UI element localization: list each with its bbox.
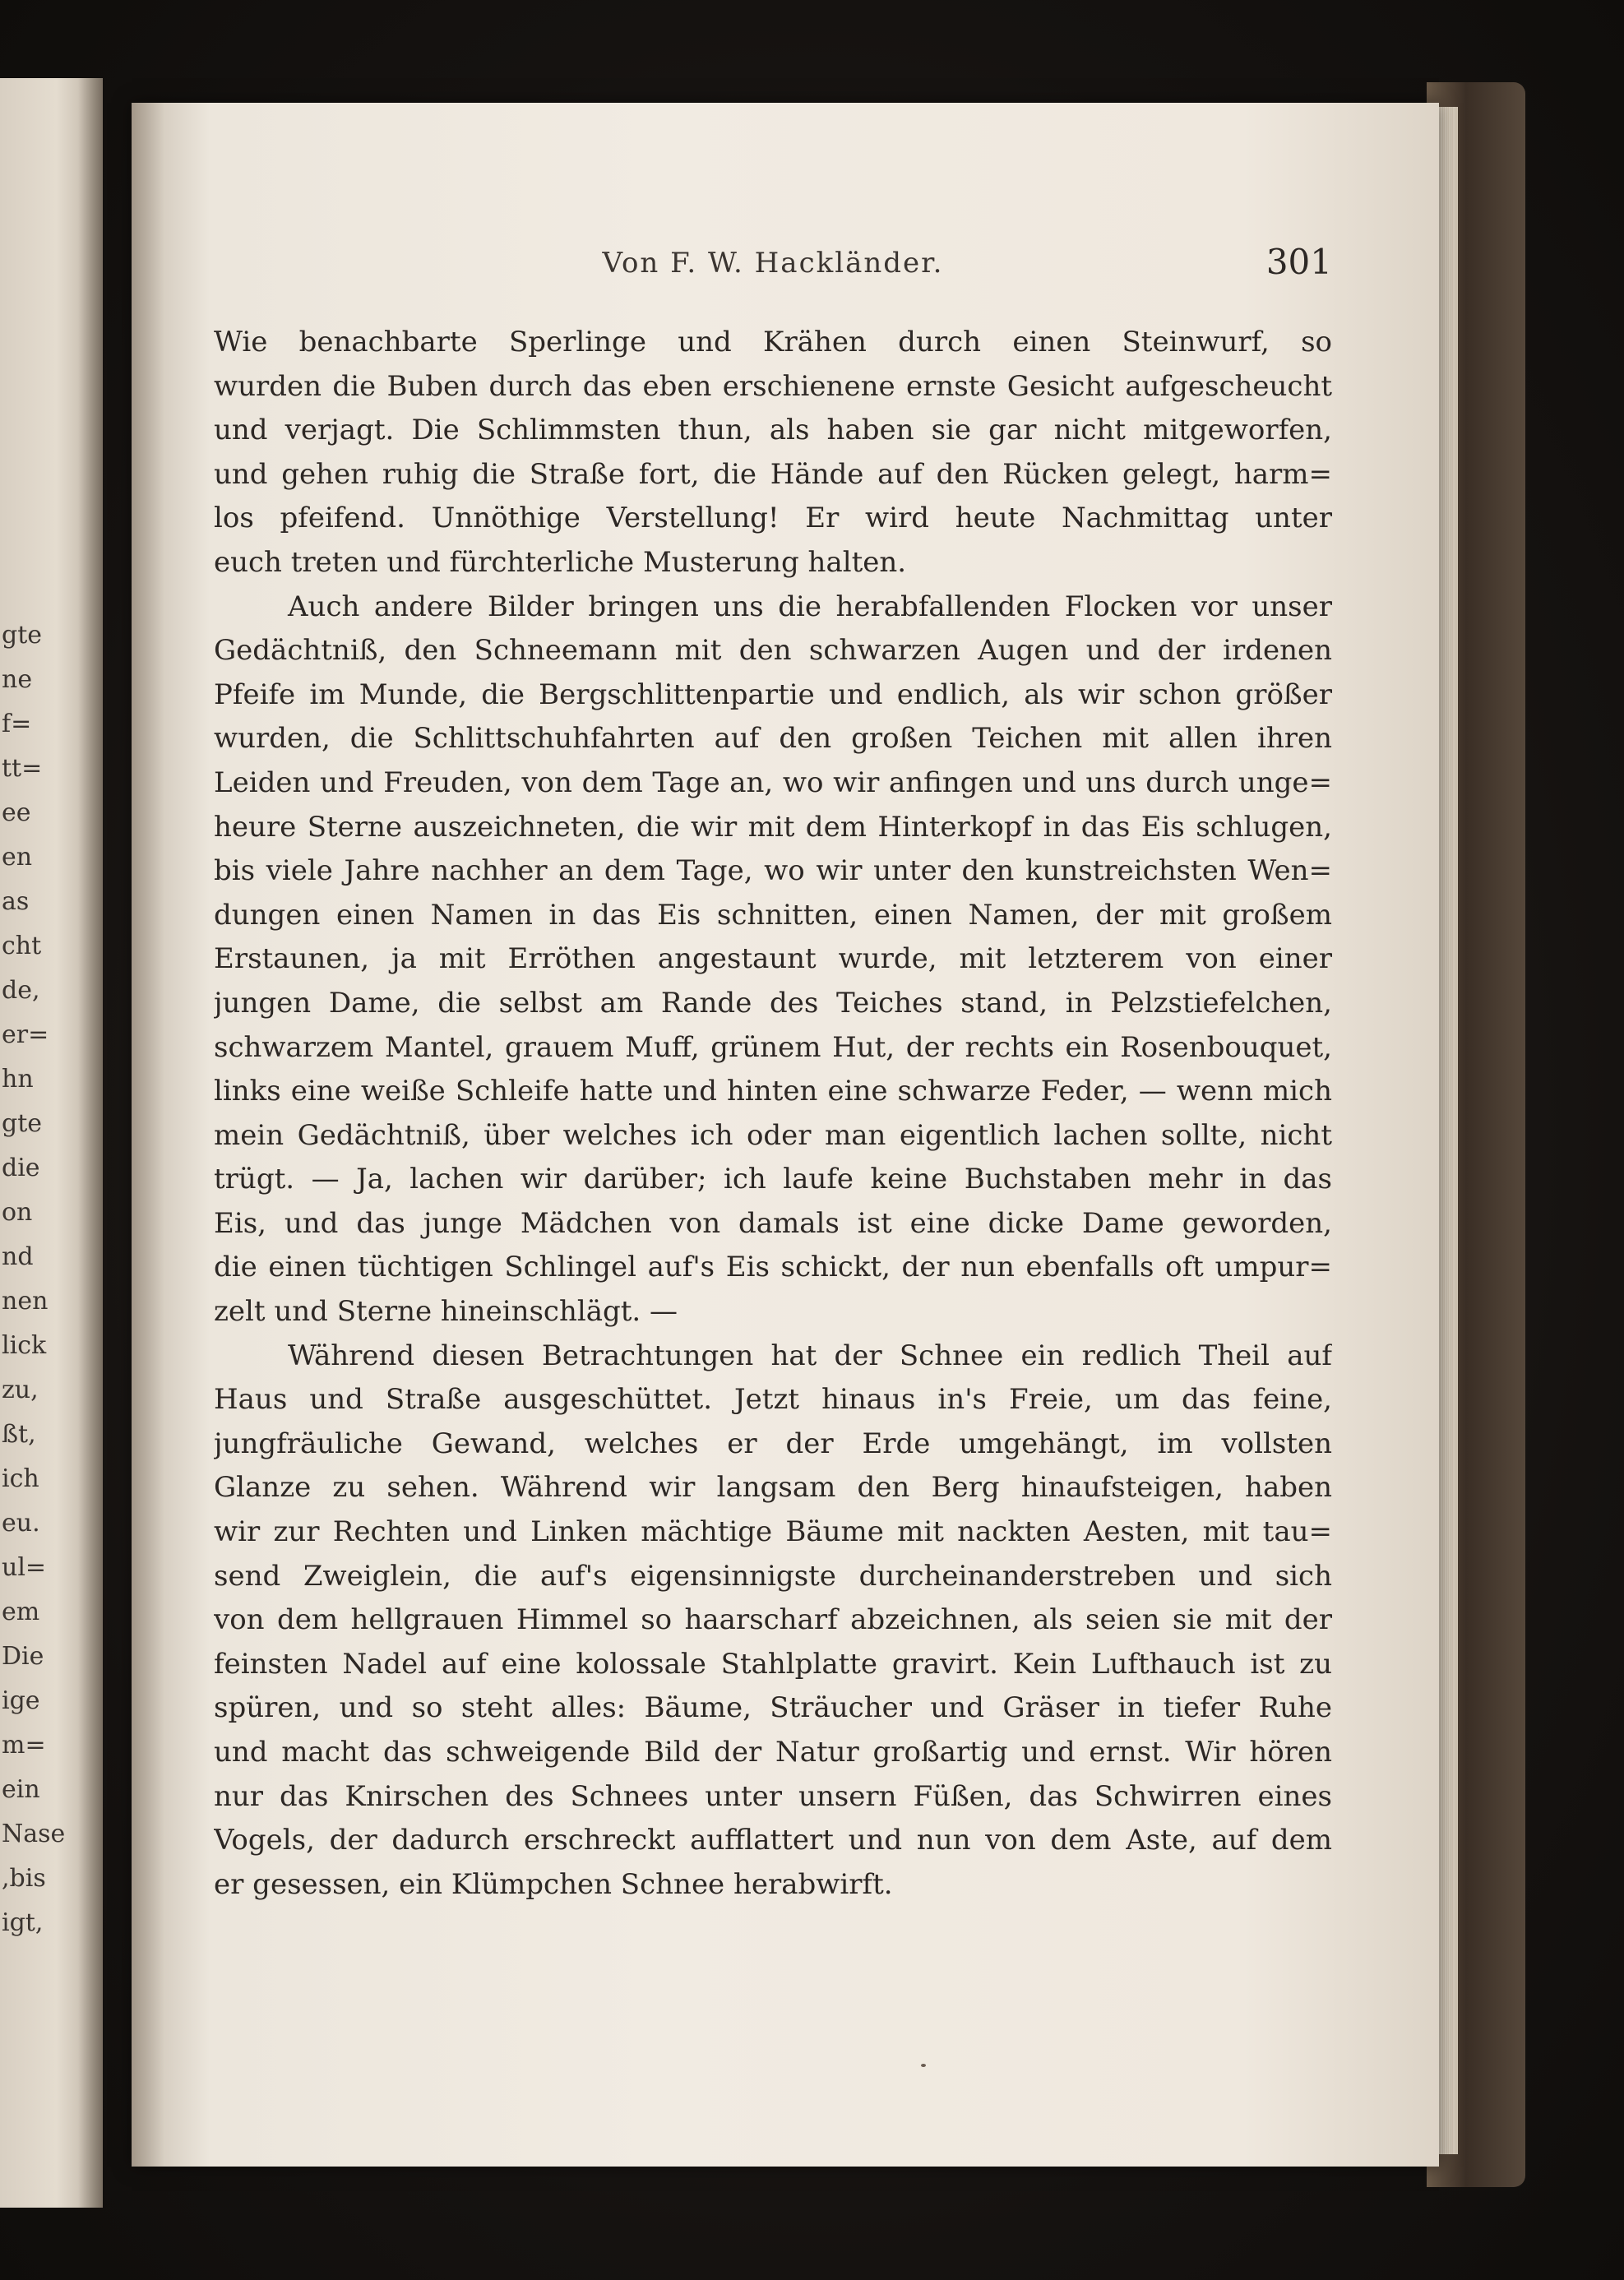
previous-page-fragment: Nase <box>2 1820 66 1848</box>
previous-page-fragment: em <box>2 1598 40 1626</box>
previous-page-edge <box>0 78 103 2208</box>
previous-page-fragment: ich <box>2 1464 39 1493</box>
text-line: Eis, und das junge Mädchen von damals ist eine dicke Dame geworden, <box>214 1206 1332 1240</box>
text-line: spüren, und so steht alles: Bäume, Sträucher und Gräser in tiefer Ruhe <box>214 1691 1332 1725</box>
text-line: wurden, die Schlittschuhfahrten auf den großen Teichen mit allen ihren <box>214 722 1332 756</box>
previous-page-fragment: m= <box>2 1731 46 1760</box>
previous-page-fragment: hn <box>2 1065 34 1094</box>
previous-page-fragment: nd <box>2 1242 34 1271</box>
text-line: Haus und Straße ausgeschüttet. Jetzt hinaus in's Freie, um das feine, <box>214 1383 1332 1417</box>
previous-page-fragment: ne <box>2 665 33 694</box>
text-line: Pfeife im Munde, die Bergschlittenpartie und endlich, als wir schon größer <box>214 678 1332 711</box>
text-line: links eine weiße Schleife hatte und hinten eine schwarze Feder, — wenn mich <box>214 1075 1332 1108</box>
previous-page-fragment: die <box>2 1154 40 1182</box>
text-line: und macht das schweigende Bild der Natur großartig und ernst. Wir hören <box>214 1736 1332 1769</box>
text-line: los pfeifend. Unnöthige Verstellung! Er wird heute Nachmittag unter <box>214 502 1332 535</box>
previous-page-fragment: nen <box>2 1287 49 1316</box>
previous-page-fragment: cht <box>2 932 42 960</box>
text-line: Gedächtniß, den Schneemann mit den schwarzen Augen und der irdenen <box>214 634 1332 668</box>
previous-page-fragment: ul= <box>2 1553 47 1582</box>
gutter-shadow <box>78 78 103 2208</box>
text-line: send Zweiglein, die auf's eigensinnigste durcheinanderstreben und sich <box>214 1559 1332 1593</box>
text-line: und gehen ruhig die Straße fort, die Hände auf den Rücken gelegt, harm= <box>214 457 1332 491</box>
paragraph <box>214 585 1332 1334</box>
paragraph <box>214 1334 1332 1908</box>
text-line: nur das Knirschen des Schnees unter unsern Füßen, das Schwirren eines <box>214 1779 1332 1813</box>
body-text <box>214 321 1332 1907</box>
book-page <box>132 103 1439 2167</box>
text-line: Während diesen Betrachtungen hat der Schnee ein redlich Theil auf <box>288 1339 1332 1372</box>
previous-page-fragment: lick <box>2 1331 47 1360</box>
text-line: zelt und Sterne hineinschlägt. — <box>214 1295 678 1329</box>
text-line: er gesessen, ein Klümpchen Schnee herabwirft. <box>214 1867 893 1901</box>
paragraph <box>214 321 1332 585</box>
previous-page-fragment: ige <box>2 1686 40 1715</box>
previous-page-fragment: ee <box>2 798 31 827</box>
text-line: feinsten Nadel auf eine kolossale Stahlplatte gravirt. Kein Lufthauch ist zu <box>214 1647 1332 1681</box>
previous-page-fragment: ßt, <box>2 1420 36 1449</box>
text-line: jungen Dame, die selbst am Rande des Teiches stand, in Pelzstiefelchen, <box>214 986 1332 1020</box>
text-line: heure Sterne auszeichneten, die wir mit dem Hinterkopf in das Eis schlugen, <box>214 810 1332 844</box>
previous-page-fragment: er= <box>2 1020 49 1049</box>
text-line: wurden die Buben durch das eben erschienene ernste Gesicht aufgescheucht <box>214 369 1332 403</box>
text-line: bis viele Jahre nachher an dem Tage, wo wir unter den kunstreichsten Wen= <box>214 854 1332 888</box>
previous-page-fragment: on <box>2 1198 33 1227</box>
running-head <box>214 242 1332 296</box>
text-line: Wie benachbarte Sperlinge und Krähen durch einen Steinwurf, so <box>214 326 1332 358</box>
previous-page-fragment: f= <box>2 710 32 738</box>
text-line: Vogels, der dadurch erschreckt aufflattert und nun von dem Aste, auf dem <box>214 1824 1332 1857</box>
previous-page-fragment: as <box>2 887 30 916</box>
text-line: Auch andere Bilder bringen uns die herabfallenden Flocken vor unser <box>288 590 1332 623</box>
ink-speck <box>921 2064 926 2067</box>
previous-page-fragment: igt, <box>2 1908 44 1937</box>
text-line: dungen einen Namen in das Eis schnitten, einen Namen, der mit großem <box>214 898 1332 932</box>
text-line: wir zur Rechten und Linken mächtige Bäume mit nackten Aesten, mit tau= <box>214 1515 1332 1549</box>
previous-page-fragment: en <box>2 843 33 872</box>
previous-page-fragment: de, <box>2 976 40 1005</box>
text-line: schwarzem Mantel, grauem Muff, grünem Hut, der rechts ein Rosenbouquet, <box>214 1030 1332 1064</box>
previous-page-fragment: ein <box>2 1775 40 1804</box>
previous-page-fragment: eu. <box>2 1509 40 1538</box>
text-line: mein Gedächtniß, über welches ich oder man eigentlich lachen sollte, nicht <box>214 1118 1332 1152</box>
text-line: und verjagt. Die Schlimmsten thun, als haben sie gar nicht mitgeworfen, <box>214 414 1332 447</box>
text-line: jungfräuliche Gewand, welches er der Erde umgehängt, im vollsten <box>214 1427 1332 1460</box>
previous-page-fragment: zu, <box>2 1376 39 1404</box>
text-line: von dem hellgrauen Himmel so haarscharf abzeichnen, als seien sie mit der <box>214 1603 1332 1637</box>
text-line: Glanze zu sehen. Während wir langsam den Berg hinaufsteigen, haben <box>214 1471 1332 1505</box>
text-line: Leiden und Freuden, von dem Tage an, wo wir anfingen und uns durch unge= <box>214 765 1332 799</box>
previous-page-fragment: Die <box>2 1642 44 1671</box>
previous-page-fragment: ,bis <box>2 1864 46 1893</box>
text-line: euch treten und fürchterliche Musterung halten. <box>214 545 907 579</box>
text-line: Erstaunen, ja mit Erröthen angestaunt wurde, mit letzterem von einer <box>214 942 1332 976</box>
previous-page-fragment: tt= <box>2 754 43 783</box>
previous-page-fragment: gte <box>2 1109 43 1138</box>
running-title: Von F. W. Hackländer. <box>602 247 944 280</box>
page-number: 301 <box>1265 242 1332 282</box>
text-line: die einen tüchtigen Schlingel auf's Eis schickt, der nun ebenfalls oft umpur= <box>214 1251 1332 1284</box>
text-line: trügt. — Ja, lachen wir darüber; ich laufe keine Buchstaben mehr in das <box>214 1163 1332 1196</box>
previous-page-fragment: gte <box>2 621 43 650</box>
